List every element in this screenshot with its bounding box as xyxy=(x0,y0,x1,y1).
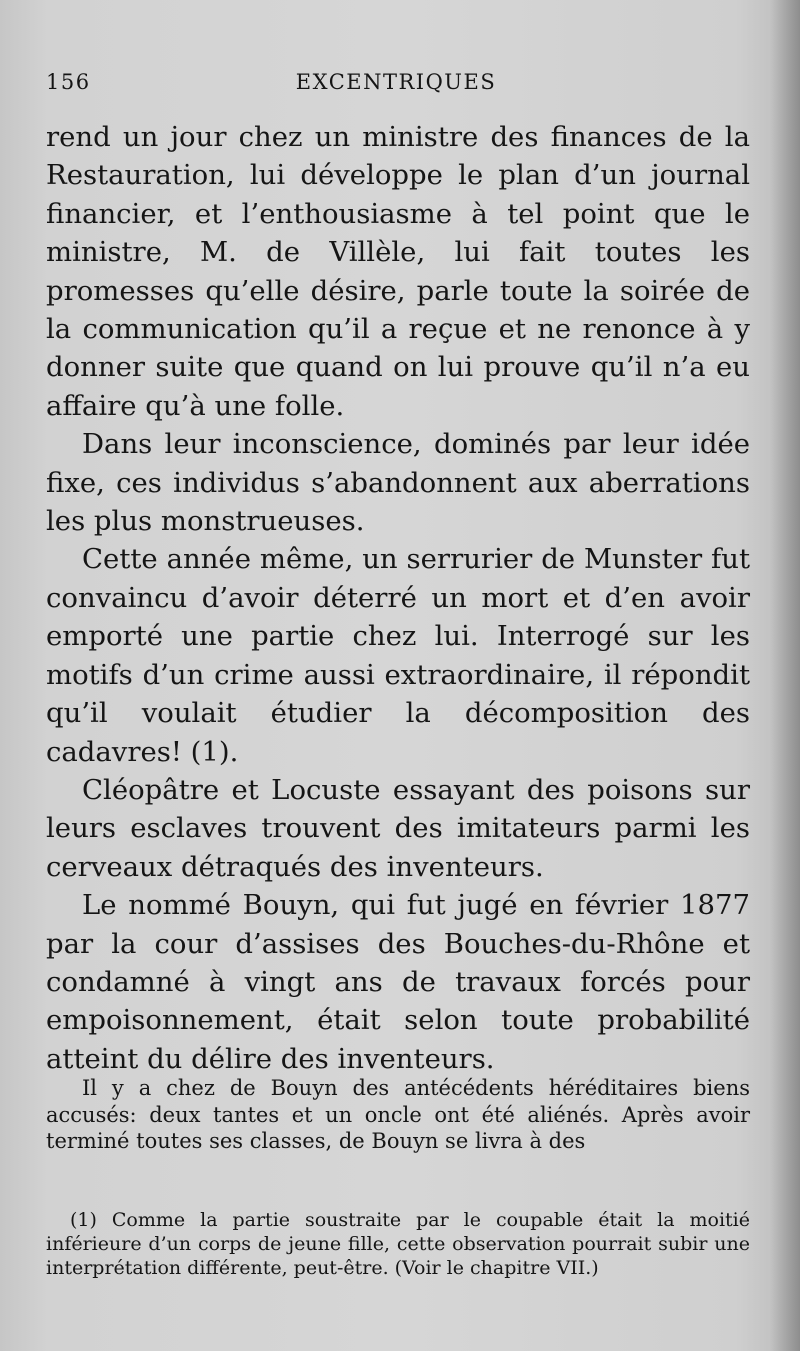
paragraph: Dans leur inconscience, dominés par leur idée fixe, ces individus s’abandonnent aux aberrations les plus monstrueuses. xyxy=(46,428,750,538)
paragraph: Cléopâtre et Locuste essayant des poisons sur leurs esclaves trouvent des imitateurs parmi les cerveaux détraqués des inventeurs. xyxy=(46,773,750,883)
paragraph: Cette année même, un serrurier de Munster fut convaincu d’avoir déterré un mort et d’en avoir emporté une partie chez lui. Interrogé sur les motifs d’un crime aussi extraordinaire, il répondit qu’il voulait étudier la décomposition des cadavres! (1). xyxy=(46,543,750,768)
page-edge-shadow xyxy=(770,0,800,1351)
small-print-note: Il y a chez de Bouyn des antécédents héréditaires biens accusés: deux tantes et un oncle ont été aliénés. Après avoir terminé toutes ses classes, de Bouyn se livra à des xyxy=(46,1076,750,1153)
footnote: (1) Comme la partie soustraite par le coupable était la moitié inférieure d’un corps de jeune fille, cette observation pourrait subir une interprétation différente, peut-être. (Voir le chapitre VII.) xyxy=(46,1209,750,1279)
paragraph-continued: rend un jour chez un ministre des finances de la Restauration, lui développe le plan d’un journal financier, et l’enthousiasme à tel point que le ministre, M. de Villèle, lui fait toutes les promesses qu’elle désire, parle toute la soirée de la communication qu’il a reçue et ne renonce à y donner suite que quand on lui prouve qu’il n’a eu affaire qu’à une folle. xyxy=(46,121,750,422)
body-text xyxy=(46,118,750,1078)
paragraph: Le nommé Bouyn, qui fut jugé en février 1877 par la cour d’assises des Bouches-du-Rhône et condamné à vingt ans de travaux forcés pour empoisonnement, était selon toute probabilité atteint du délire des inventeurs. xyxy=(46,889,750,1075)
page-number: 156 xyxy=(46,70,91,94)
running-head xyxy=(46,70,746,100)
running-title: EXCENTRIQUES xyxy=(295,70,497,94)
